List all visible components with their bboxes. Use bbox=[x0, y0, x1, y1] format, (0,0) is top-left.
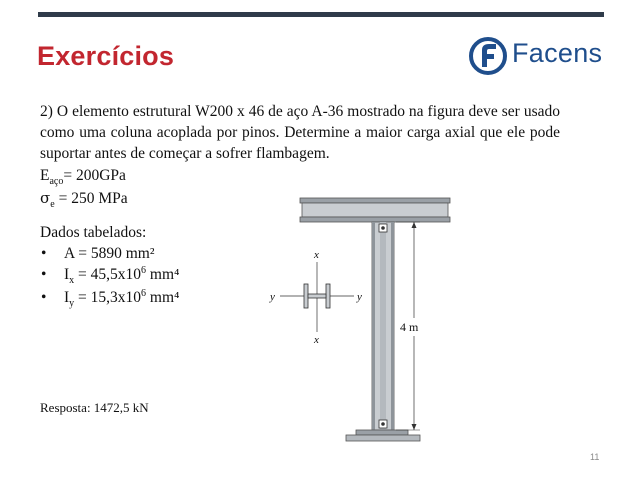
tabulated-data-list bbox=[40, 243, 179, 310]
tabulated-data-heading: Dados tabelados: bbox=[40, 224, 147, 241]
list-item bbox=[40, 264, 179, 287]
ix-subscript: x bbox=[69, 275, 75, 286]
iy-symbol: I bbox=[64, 289, 70, 306]
column bbox=[372, 222, 394, 430]
iy-unit: mm⁴ bbox=[146, 289, 180, 306]
bullet: • bbox=[41, 245, 47, 262]
ix-value: = 45,5x10 bbox=[78, 266, 142, 283]
material-properties bbox=[40, 166, 128, 211]
facens-logo bbox=[468, 34, 608, 80]
bullet: • bbox=[41, 266, 47, 283]
sigma-subscript: e bbox=[50, 199, 55, 210]
area-value: = 5890 mm² bbox=[78, 245, 155, 262]
top-bar bbox=[38, 12, 604, 17]
e-subscript: aço bbox=[49, 176, 64, 187]
iy-subscript: y bbox=[69, 298, 75, 309]
length-dimension bbox=[396, 222, 420, 430]
cross-section bbox=[269, 249, 362, 346]
problem-statement: 2) O elemento estrutural W200 x 46 de aço A-36 mostrado na figura deve ser usado como uma coluna acoplada por pinos. Determine a maior carga axial que ele pode suportar antes de começar a sofrer flambagem. bbox=[40, 103, 560, 162]
ix-exponent: 6 bbox=[141, 265, 147, 276]
yield-stress-line bbox=[40, 188, 128, 211]
iy-exponent: 6 bbox=[141, 288, 147, 299]
slide-title: Exercícios bbox=[37, 41, 175, 71]
e-symbol: E bbox=[40, 167, 50, 184]
column-figure bbox=[260, 190, 460, 452]
list-item bbox=[40, 287, 179, 310]
sigma-value: = 250 MPa bbox=[54, 190, 128, 207]
axis-y-left-label: y bbox=[270, 291, 275, 303]
iy-value: = 15,3x10 bbox=[78, 289, 142, 306]
page-number: 11 bbox=[590, 452, 600, 462]
axis-x-top-label: x bbox=[314, 249, 319, 261]
list-item bbox=[40, 243, 179, 264]
answer-text: Resposta: 1472,5 kN bbox=[40, 400, 149, 415]
top-beam bbox=[300, 198, 450, 222]
bullet: • bbox=[41, 289, 47, 306]
base-plate bbox=[346, 430, 420, 441]
elastic-modulus-line bbox=[40, 166, 128, 188]
axis-y-right-label: y bbox=[357, 291, 362, 303]
length-label: 4 m bbox=[400, 320, 419, 334]
axis-x-bottom-label: x bbox=[314, 334, 319, 346]
e-value: = 200GPa bbox=[63, 167, 126, 184]
ix-symbol: I bbox=[64, 266, 70, 283]
facens-logo-icon bbox=[468, 34, 508, 78]
sigma-symbol: σ bbox=[40, 189, 51, 207]
area-symbol: A bbox=[64, 245, 75, 262]
tabulated-data bbox=[40, 222, 179, 310]
logo-text: Facens bbox=[512, 38, 603, 68]
ix-unit: mm⁴ bbox=[146, 266, 180, 283]
